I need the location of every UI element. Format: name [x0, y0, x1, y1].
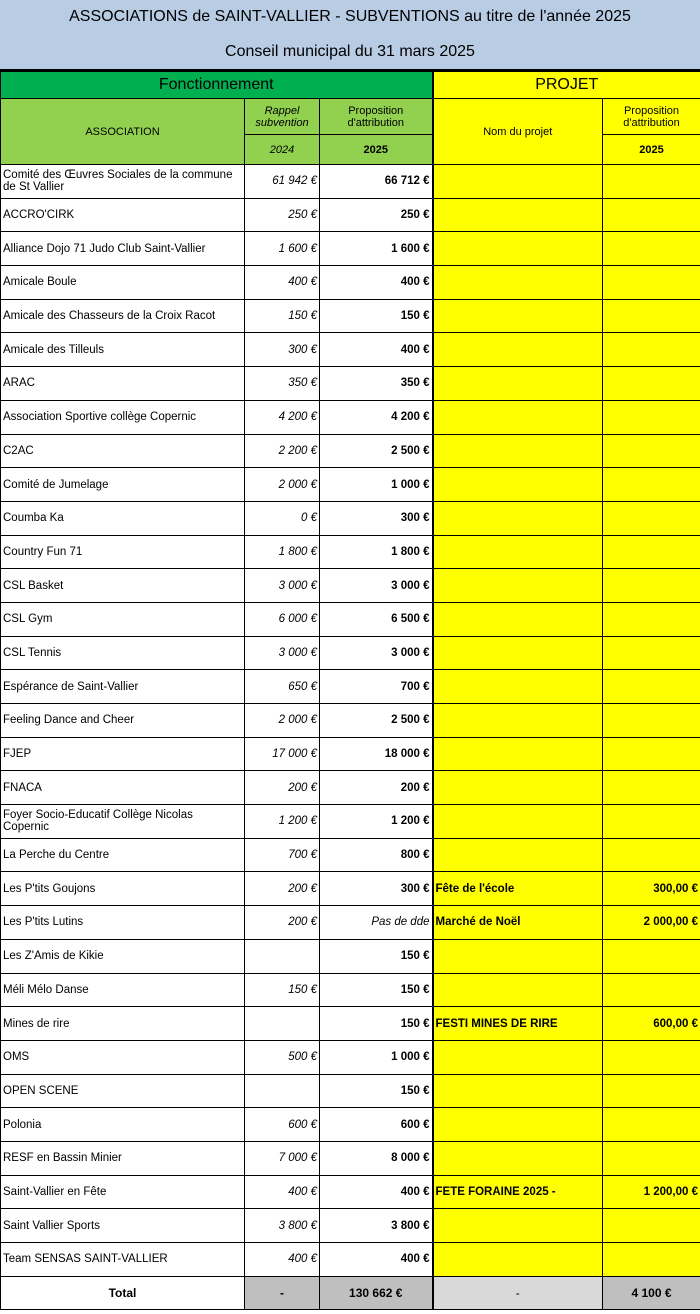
table-row: [1, 704, 700, 738]
project-amount: [603, 1040, 700, 1074]
project-name: [433, 1209, 603, 1243]
proposition-2025: 2 500 €: [320, 704, 433, 738]
project-name: [433, 1040, 603, 1074]
project-amount: [603, 266, 700, 300]
proposition-2025: 300 €: [320, 872, 433, 906]
col-header-nom-projet: Nom du projet: [433, 99, 603, 165]
project-amount: [603, 501, 700, 535]
project-amount: [603, 1243, 700, 1277]
project-name: [433, 670, 603, 704]
proposition-2025: 66 712 €: [320, 165, 433, 199]
association-name: Amicale Boule: [1, 266, 245, 300]
table-row: [1, 434, 700, 468]
project-name: FETE FORAINE 2025 -: [433, 1175, 603, 1209]
project-name: [433, 973, 603, 1007]
table-row: [1, 670, 700, 704]
association-name: CSL Basket: [1, 569, 245, 603]
association-name: Méli Mélo Danse: [1, 973, 245, 1007]
rappel-2024: 1 200 €: [245, 805, 320, 839]
project-amount: [603, 973, 700, 1007]
proposition-2025: 150 €: [320, 1007, 433, 1041]
proposition-2025: 1 000 €: [320, 1040, 433, 1074]
proposition-2025: 400 €: [320, 266, 433, 300]
association-name: Les P'tits Lutins: [1, 906, 245, 940]
rappel-2024: 1 800 €: [245, 535, 320, 569]
project-name: [433, 400, 603, 434]
project-amount: [603, 602, 700, 636]
subsidy-table: [0, 71, 700, 1310]
col-header-proposition: Proposition d'attribution: [320, 99, 433, 135]
association-name: Team SENSAS SAINT-VALLIER: [1, 1243, 245, 1277]
project-name: [433, 569, 603, 603]
proposition-2025: 18 000 €: [320, 737, 433, 771]
project-amount: [603, 535, 700, 569]
association-name: Comité de Jumelage: [1, 468, 245, 502]
project-amount: 1 200,00 €: [603, 1175, 700, 1209]
project-name: [433, 434, 603, 468]
proposition-2025: 250 €: [320, 198, 433, 232]
proposition-2025: 600 €: [320, 1108, 433, 1142]
proposition-2025: 3 800 €: [320, 1209, 433, 1243]
association-name: CSL Tennis: [1, 636, 245, 670]
project-name: [433, 838, 603, 872]
table-row: [1, 636, 700, 670]
proposition-2025: 150 €: [320, 299, 433, 333]
table-row: [1, 198, 700, 232]
proposition-2025: 3 000 €: [320, 569, 433, 603]
section-projet: PROJET: [433, 72, 700, 99]
proposition-2025: 400 €: [320, 1175, 433, 1209]
project-amount: [603, 434, 700, 468]
table-row: [1, 838, 700, 872]
project-amount: [603, 1074, 700, 1108]
rappel-2024: 200 €: [245, 771, 320, 805]
proposition-2025: 1 800 €: [320, 535, 433, 569]
proposition-2025: 1 000 €: [320, 468, 433, 502]
project-name: [433, 771, 603, 805]
project-name: [433, 1108, 603, 1142]
proposition-2025: 200 €: [320, 771, 433, 805]
project-name: [433, 737, 603, 771]
table-row: [1, 1040, 700, 1074]
table-row: [1, 468, 700, 502]
project-amount: [603, 165, 700, 199]
project-name: [433, 805, 603, 839]
project-name: [433, 232, 603, 266]
rappel-2024: [245, 939, 320, 973]
project-amount: [603, 333, 700, 367]
rappel-2024: 650 €: [245, 670, 320, 704]
association-name: Association Sportive collège Copernic: [1, 400, 245, 434]
rappel-2024: 3 000 €: [245, 569, 320, 603]
total-row: [1, 1276, 700, 1310]
project-amount: 2 000,00 €: [603, 906, 700, 940]
col-header-year-proposition: 2025: [320, 135, 433, 165]
project-amount: [603, 1141, 700, 1175]
rappel-2024: 150 €: [245, 973, 320, 1007]
association-name: ARAC: [1, 367, 245, 401]
table-row: [1, 939, 700, 973]
total-projet-amount: 4 100 €: [603, 1276, 700, 1310]
total-projet: -: [433, 1276, 603, 1310]
project-amount: [603, 636, 700, 670]
proposition-2025: 8 000 €: [320, 1141, 433, 1175]
association-name: Amicale des Tilleuls: [1, 333, 245, 367]
col-header-association: ASSOCIATION: [1, 99, 245, 165]
project-amount: [603, 232, 700, 266]
association-name: ACCRO'CIRK: [1, 198, 245, 232]
project-amount: [603, 771, 700, 805]
association-name: FNACA: [1, 771, 245, 805]
table-row: [1, 1141, 700, 1175]
project-amount: [603, 1108, 700, 1142]
total-rappel: -: [245, 1276, 320, 1310]
project-name: [433, 198, 603, 232]
title-block: [0, 0, 700, 71]
rappel-2024: 0 €: [245, 501, 320, 535]
association-name: Les Z'Amis de Kikie: [1, 939, 245, 973]
association-name: Espérance de Saint-Vallier: [1, 670, 245, 704]
association-name: C2AC: [1, 434, 245, 468]
project-amount: [603, 838, 700, 872]
page-title: ASSOCIATIONS de SAINT-VALLIER - SUBVENTIONS au titre de l'année 2025: [69, 8, 631, 25]
proposition-2025: 3 000 €: [320, 636, 433, 670]
rappel-2024: 500 €: [245, 1040, 320, 1074]
rappel-2024: 600 €: [245, 1108, 320, 1142]
section-fonctionnement: Fonctionnement: [1, 72, 433, 99]
project-amount: 300,00 €: [603, 872, 700, 906]
association-name: Polonia: [1, 1108, 245, 1142]
table-row: [1, 602, 700, 636]
rappel-2024: 400 €: [245, 1243, 320, 1277]
association-name: Mines de rire: [1, 1007, 245, 1041]
rappel-2024: 400 €: [245, 266, 320, 300]
table-row: [1, 367, 700, 401]
rappel-2024: 1 600 €: [245, 232, 320, 266]
association-name: Foyer Socio-Educatif Collège Nicolas Copernic: [1, 805, 245, 839]
rappel-2024: 2 000 €: [245, 704, 320, 738]
association-name: Country Fun 71: [1, 535, 245, 569]
rappel-2024: 6 000 €: [245, 602, 320, 636]
table-row: [1, 569, 700, 603]
project-name: [433, 367, 603, 401]
col-header-rappel: Rappel subvention: [245, 99, 320, 135]
rappel-2024: 150 €: [245, 299, 320, 333]
table-row: [1, 771, 700, 805]
project-name: [433, 1074, 603, 1108]
association-name: OPEN SCENE: [1, 1074, 245, 1108]
proposition-2025: 400 €: [320, 1243, 433, 1277]
project-name: [433, 636, 603, 670]
proposition-2025: 4 200 €: [320, 400, 433, 434]
rappel-2024: [245, 1074, 320, 1108]
table-row: [1, 501, 700, 535]
table-row: [1, 1108, 700, 1142]
project-name: Marché de Noël: [433, 906, 603, 940]
rappel-2024: 61 942 €: [245, 165, 320, 199]
project-amount: [603, 939, 700, 973]
project-name: [433, 165, 603, 199]
proposition-2025: 1 200 €: [320, 805, 433, 839]
association-name: Les P'tits Goujons: [1, 872, 245, 906]
project-amount: [603, 805, 700, 839]
table-row: [1, 1074, 700, 1108]
table-row: [1, 400, 700, 434]
project-amount: [603, 367, 700, 401]
proposition-2025: 400 €: [320, 333, 433, 367]
proposition-2025: 6 500 €: [320, 602, 433, 636]
proposition-2025: 150 €: [320, 939, 433, 973]
table-row: [1, 1243, 700, 1277]
table-row: [1, 1209, 700, 1243]
project-name: [433, 333, 603, 367]
project-name: [433, 939, 603, 973]
proposition-2025: 300 €: [320, 501, 433, 535]
table-row: [1, 973, 700, 1007]
project-name: [433, 602, 603, 636]
proposition-2025: 1 600 €: [320, 232, 433, 266]
rappel-2024: 3 800 €: [245, 1209, 320, 1243]
rappel-2024: 300 €: [245, 333, 320, 367]
rappel-2024: 3 000 €: [245, 636, 320, 670]
table-row: [1, 266, 700, 300]
project-name: Fête de l'école: [433, 872, 603, 906]
rappel-2024: 2 200 €: [245, 434, 320, 468]
table-row: [1, 906, 700, 940]
rappel-2024: [245, 1007, 320, 1041]
col-header-year-rappel: 2024: [245, 135, 320, 165]
page-subtitle: Conseil municipal du 31 mars 2025: [225, 43, 475, 60]
project-name: [433, 266, 603, 300]
proposition-2025: 150 €: [320, 973, 433, 1007]
association-name: Feeling Dance and Cheer: [1, 704, 245, 738]
project-name: [433, 501, 603, 535]
rappel-2024: 200 €: [245, 872, 320, 906]
table-row: [1, 1007, 700, 1041]
project-amount: [603, 198, 700, 232]
table-row: [1, 737, 700, 771]
table-row: [1, 1175, 700, 1209]
rappel-2024: 700 €: [245, 838, 320, 872]
table-row: [1, 165, 700, 199]
project-amount: [603, 737, 700, 771]
table-row: [1, 333, 700, 367]
table-row: [1, 299, 700, 333]
proposition-2025: 800 €: [320, 838, 433, 872]
table-row: [1, 872, 700, 906]
project-amount: [603, 299, 700, 333]
table-row: [1, 232, 700, 266]
rappel-2024: 400 €: [245, 1175, 320, 1209]
proposition-2025: 700 €: [320, 670, 433, 704]
col-header-proposition-projet: Proposition d'attribution: [603, 99, 700, 135]
association-name: Saint Vallier Sports: [1, 1209, 245, 1243]
project-amount: [603, 468, 700, 502]
project-name: FESTI MINES DE RIRE: [433, 1007, 603, 1041]
proposition-2025: Pas de dde: [320, 906, 433, 940]
project-amount: [603, 400, 700, 434]
association-name: La Perche du Centre: [1, 838, 245, 872]
project-name: [433, 704, 603, 738]
rappel-2024: 7 000 €: [245, 1141, 320, 1175]
project-amount: [603, 1209, 700, 1243]
col-header-year-projet: 2025: [603, 135, 700, 165]
association-name: Amicale des Chasseurs de la Croix Racot: [1, 299, 245, 333]
project-amount: [603, 704, 700, 738]
table-row: [1, 535, 700, 569]
total-proposition: 130 662 €: [320, 1276, 433, 1310]
project-name: [433, 1141, 603, 1175]
association-name: FJEP: [1, 737, 245, 771]
association-name: Coumba Ka: [1, 501, 245, 535]
proposition-2025: 350 €: [320, 367, 433, 401]
proposition-2025: 150 €: [320, 1074, 433, 1108]
rappel-2024: 17 000 €: [245, 737, 320, 771]
association-name: Comité des Œuvres Sociales de la commune de St Vallier: [1, 165, 245, 199]
proposition-2025: 2 500 €: [320, 434, 433, 468]
rappel-2024: 2 000 €: [245, 468, 320, 502]
association-name: Alliance Dojo 71 Judo Club Saint-Vallier: [1, 232, 245, 266]
rappel-2024: 4 200 €: [245, 400, 320, 434]
table-row: [1, 805, 700, 839]
association-name: Saint-Vallier en Fête: [1, 1175, 245, 1209]
association-name: OMS: [1, 1040, 245, 1074]
project-name: [433, 299, 603, 333]
project-name: [433, 468, 603, 502]
rappel-2024: 350 €: [245, 367, 320, 401]
project-name: [433, 1243, 603, 1277]
association-name: CSL Gym: [1, 602, 245, 636]
project-name: [433, 535, 603, 569]
total-label: Total: [1, 1276, 245, 1310]
project-amount: 600,00 €: [603, 1007, 700, 1041]
project-amount: [603, 569, 700, 603]
rappel-2024: 250 €: [245, 198, 320, 232]
association-name: RESF en Bassin Minier: [1, 1141, 245, 1175]
rappel-2024: 200 €: [245, 906, 320, 940]
project-amount: [603, 670, 700, 704]
